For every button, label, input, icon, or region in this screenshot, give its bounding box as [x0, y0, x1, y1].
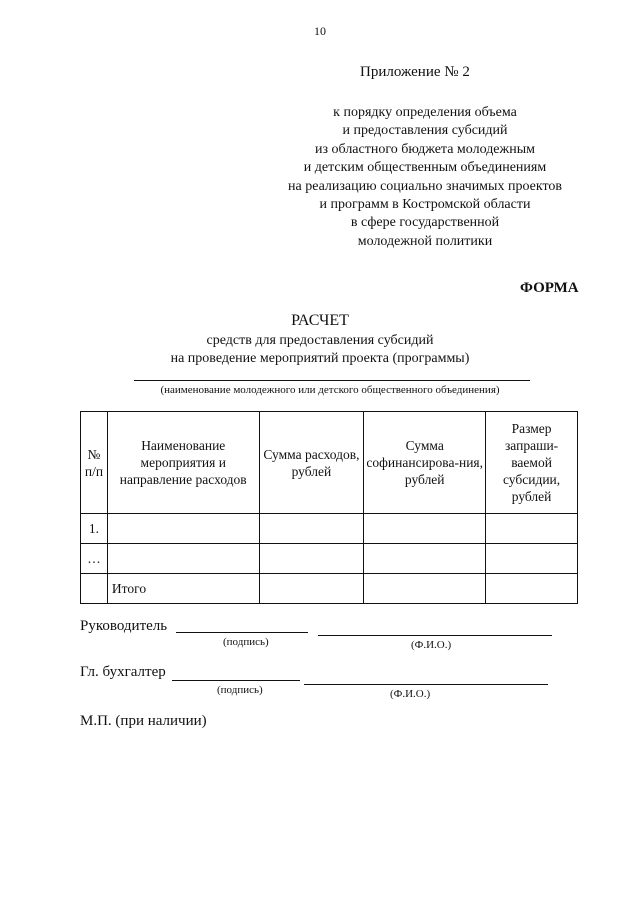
document-subtitle-line: средств для предоставления субсидий [206, 333, 434, 348]
table-header-row [81, 412, 578, 514]
head-label: Руководитель [80, 618, 168, 634]
table-cell-expenses[interactable] [259, 544, 364, 574]
accountant-signature-caption: (подпись) [217, 684, 263, 696]
appendix-subtitle-line: из областного бюджета молодежным [315, 141, 535, 157]
document-subtitle-line: на проведение мероприятий проекта (программы) [170, 351, 470, 366]
head-name-line[interactable] [318, 635, 552, 636]
table-total-row [81, 574, 578, 604]
table-cell-total-label: Итого [107, 574, 259, 604]
table-cell-subsidy[interactable] [486, 574, 578, 604]
table-cell-number [81, 574, 108, 604]
table-cell-event-name[interactable] [107, 544, 259, 574]
calculation-table [80, 411, 578, 604]
appendix-subtitle-line: на реализацию социально значимых проектов [287, 178, 562, 194]
accountant-label: Гл. бухгалтер [80, 664, 166, 680]
table-cell-cofinancing[interactable] [364, 574, 486, 604]
head-signature-caption: (подпись) [223, 636, 269, 648]
table-cell-cofinancing[interactable] [364, 514, 486, 544]
document-title: РАСЧЕТ [291, 312, 349, 329]
column-header-expenses: Сумма расходов, рублей [259, 412, 364, 514]
accountant-name-caption: (Ф.И.О.) [390, 688, 431, 700]
table-row [81, 544, 578, 574]
appendix-subtitle-line: и предоставления субсидий [342, 123, 508, 139]
appendix-subtitle-line: и детским общественным объединениям [303, 160, 547, 176]
stamp-label: М.П. (при наличии) [80, 713, 207, 729]
accountant-signature-line[interactable] [172, 680, 300, 681]
head-signature-line[interactable] [176, 632, 308, 633]
appendix-title: Приложение № 2 [360, 64, 470, 80]
column-header-number: № п/п [81, 412, 108, 514]
table-cell-expenses[interactable] [259, 574, 364, 604]
organization-name-line[interactable] [134, 380, 530, 381]
accountant-name-line[interactable] [304, 684, 548, 685]
organization-caption: (наименование молодежного или детского общественного объединения) [160, 384, 500, 396]
page-number: 10 [314, 24, 326, 38]
head-name-caption: (Ф.И.О.) [411, 639, 452, 651]
table-row [81, 514, 578, 544]
table-cell-number: … [81, 544, 108, 574]
table-cell-number: 1. [81, 514, 108, 544]
table-cell-subsidy[interactable] [486, 514, 578, 544]
appendix-subtitle-line: к порядку определения объема [333, 105, 517, 120]
column-header-subsidy: Размер запраши-ваемой субсидии, рублей [486, 412, 578, 514]
column-header-cofinancing: Сумма софинансирова-ния, рублей [364, 412, 486, 514]
table-cell-cofinancing[interactable] [364, 544, 486, 574]
column-header-event-name: Наименование мероприятия и направление расходов [107, 412, 259, 514]
appendix-subtitle-line: и программ в Костромской области [319, 197, 531, 213]
table-cell-subsidy[interactable] [486, 544, 578, 574]
table-cell-event-name[interactable] [107, 514, 259, 544]
appendix-subtitle-line: молодежной политики [357, 233, 493, 249]
appendix-subtitle [260, 104, 590, 251]
appendix-subtitle-line: в сфере государственной [350, 215, 500, 231]
document-subtitle [0, 332, 640, 368]
table-cell-expenses[interactable] [259, 514, 364, 544]
form-label: ФОРМА [520, 280, 579, 296]
